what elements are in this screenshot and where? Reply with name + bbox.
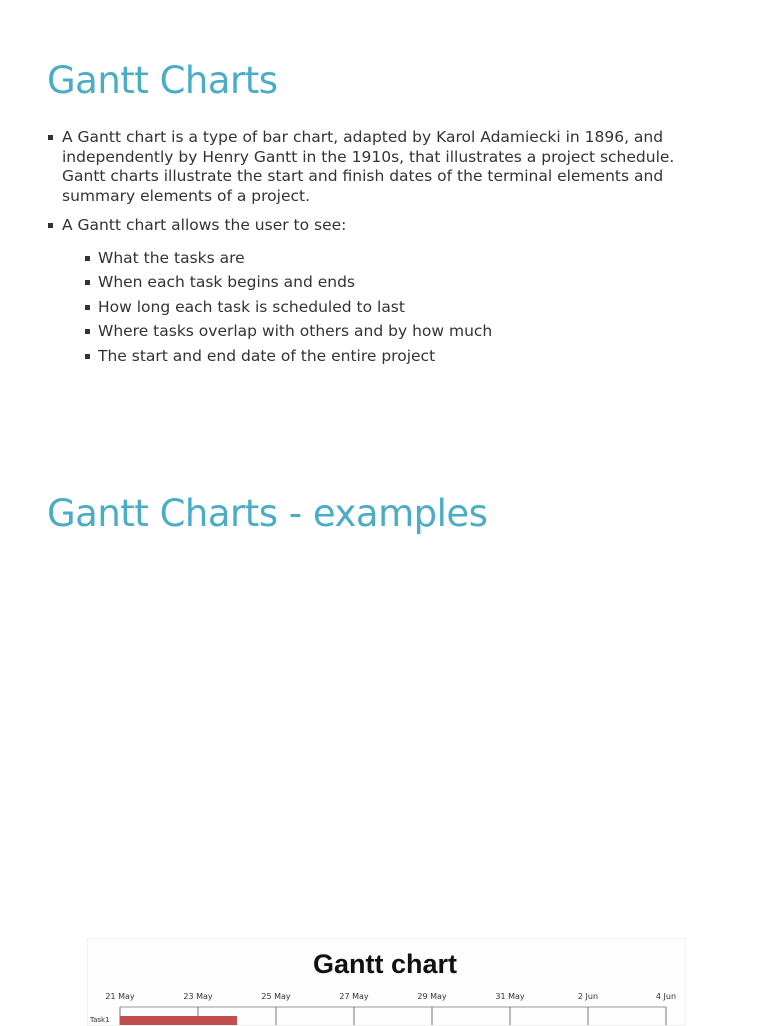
bullet-square-icon bbox=[85, 329, 90, 334]
bullet-item bbox=[48, 128, 718, 206]
bullet-text: A Gantt chart is a type of bar chart, adapted by Karol Adamiecki in 1896, and independently by Henry Gantt in the 1910s, that illustrates a project schedule. Gantt charts illustrate the start and finish dates of the terminal elements and summary elements of a project. bbox=[62, 128, 675, 205]
gantt-chart-image bbox=[87, 938, 686, 1026]
slide-title: Gantt Charts - examples bbox=[47, 492, 488, 535]
date-tick-label: 31 May bbox=[495, 992, 525, 1001]
date-tick-label: 2 Jun bbox=[577, 992, 599, 1001]
sub-bullet-item bbox=[48, 344, 718, 369]
sub-bullet-item bbox=[48, 295, 718, 320]
sub-bullet-item bbox=[48, 270, 718, 295]
date-tick-label: 21 May bbox=[105, 992, 135, 1001]
bullet-square-icon bbox=[48, 223, 53, 228]
gantt-chart bbox=[88, 939, 685, 1025]
chart-title: Gantt chart bbox=[312, 949, 458, 979]
sub-bullet-text: The start and end date of the entire project bbox=[98, 346, 436, 365]
bullet-square-icon bbox=[85, 280, 90, 285]
sub-bullet-text: When each task begins and ends bbox=[98, 273, 356, 291]
bullet-item bbox=[48, 216, 718, 236]
slide-title: Gantt Charts bbox=[47, 59, 278, 102]
task-label: Task1 bbox=[90, 1016, 110, 1024]
date-tick-label: 4 Jun bbox=[655, 992, 677, 1001]
bullet-square-icon bbox=[48, 135, 53, 140]
sub-bullet-text: What the tasks are bbox=[98, 248, 245, 267]
sub-bullet-list bbox=[48, 246, 718, 369]
bullet-square-icon bbox=[85, 354, 90, 359]
sub-bullet-text: Where tasks overlap with others and by how much bbox=[98, 322, 493, 340]
sub-bullet-item bbox=[48, 246, 718, 271]
date-tick-label: 23 May bbox=[183, 992, 213, 1001]
bullet-list bbox=[48, 128, 718, 368]
date-tick-label: 25 May bbox=[261, 992, 291, 1001]
sub-bullet-text: How long each task is scheduled to last bbox=[98, 297, 405, 316]
bullet-square-icon bbox=[85, 256, 90, 261]
date-tick-label: 27 May bbox=[339, 992, 369, 1001]
bullet-square-icon bbox=[85, 305, 90, 310]
bullet-text: A Gantt chart allows the user to see: bbox=[62, 216, 347, 234]
sub-bullet-item bbox=[48, 319, 718, 344]
date-tick-label: 29 May bbox=[417, 992, 447, 1001]
